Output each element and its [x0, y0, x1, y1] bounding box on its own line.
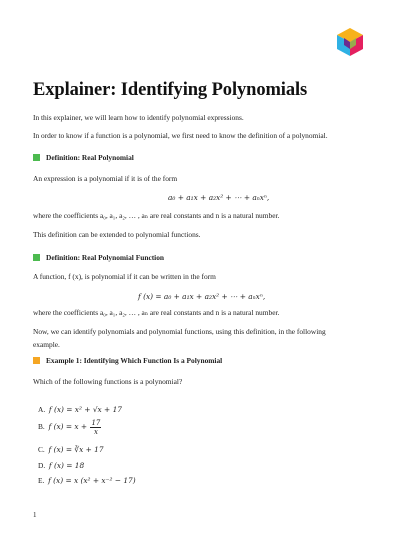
- coefficients-note: where the coefficients a₀, a₁, a₂, … , aₙ are real constants and n is a natural number.: [33, 211, 280, 220]
- page-title: Explainer: Identifying Polynomials: [33, 80, 308, 100]
- definition-function-heading: [33, 253, 164, 262]
- option-a: A. f (x) = x² + √x + 17: [38, 405, 122, 414]
- example-heading-text: Example 1: Identifying Which Function Is a Polynomial: [46, 356, 223, 365]
- function-definition-text: A function, f (x), is polynomial if it can be written in the form: [33, 272, 216, 281]
- example-heading: [33, 356, 222, 365]
- definition-marker-icon: [33, 254, 40, 261]
- transition-line-1: Now, we can identify polynomials and polynomial functions, using this definition, in the following: [33, 327, 326, 336]
- function-coefficients-note: where the coefficients a₀, a₁, a₂, … , aₙ are real constants and n is a natural number.: [33, 308, 280, 317]
- definition-marker-icon: [33, 154, 40, 161]
- example-question: Which of the following functions is a polynomial?: [33, 377, 183, 386]
- definition-heading-text: Definition: Real Polynomial: [46, 153, 134, 162]
- example-marker-icon: [33, 357, 40, 364]
- option-d: D. f (x) = 18: [38, 461, 85, 470]
- definition-function-heading-text: Definition: Real Polynomial Function: [46, 253, 165, 262]
- definition-heading: [33, 153, 134, 162]
- page-number: 1: [33, 511, 37, 519]
- transition-line-2: example.: [33, 340, 60, 349]
- option-c: C. f (x) = ∛x + 17: [38, 445, 104, 454]
- option-b: B. f (x) = x + $\frac{17}{x}$: [38, 419, 101, 436]
- fraction: $\frac{17}{x}$: [91, 419, 101, 436]
- definition-text: An expression is a polynomial if it is of the form: [33, 174, 178, 183]
- polynomial-function-formula: f (x) = a₀ + a₁x + a₂x² + ⋯ + aₙxⁿ,: [138, 292, 266, 301]
- intro-line-1: In this explainer, we will learn how to identify polynomial expressions.: [33, 113, 244, 122]
- extension-note: This definition can be extended to polynomial functions.: [33, 230, 201, 239]
- polynomial-formula: a₀ + a₁x + a₂x² + ⋯ + aₙxⁿ,: [168, 193, 270, 202]
- option-e: E. f (x) = x (x² + x⁻² − 17): [38, 476, 136, 485]
- nagwa-logo: [335, 27, 365, 57]
- intro-line-2: In order to know if a function is a polynomial, we first need to know the definition of a polynomial.: [33, 131, 328, 140]
